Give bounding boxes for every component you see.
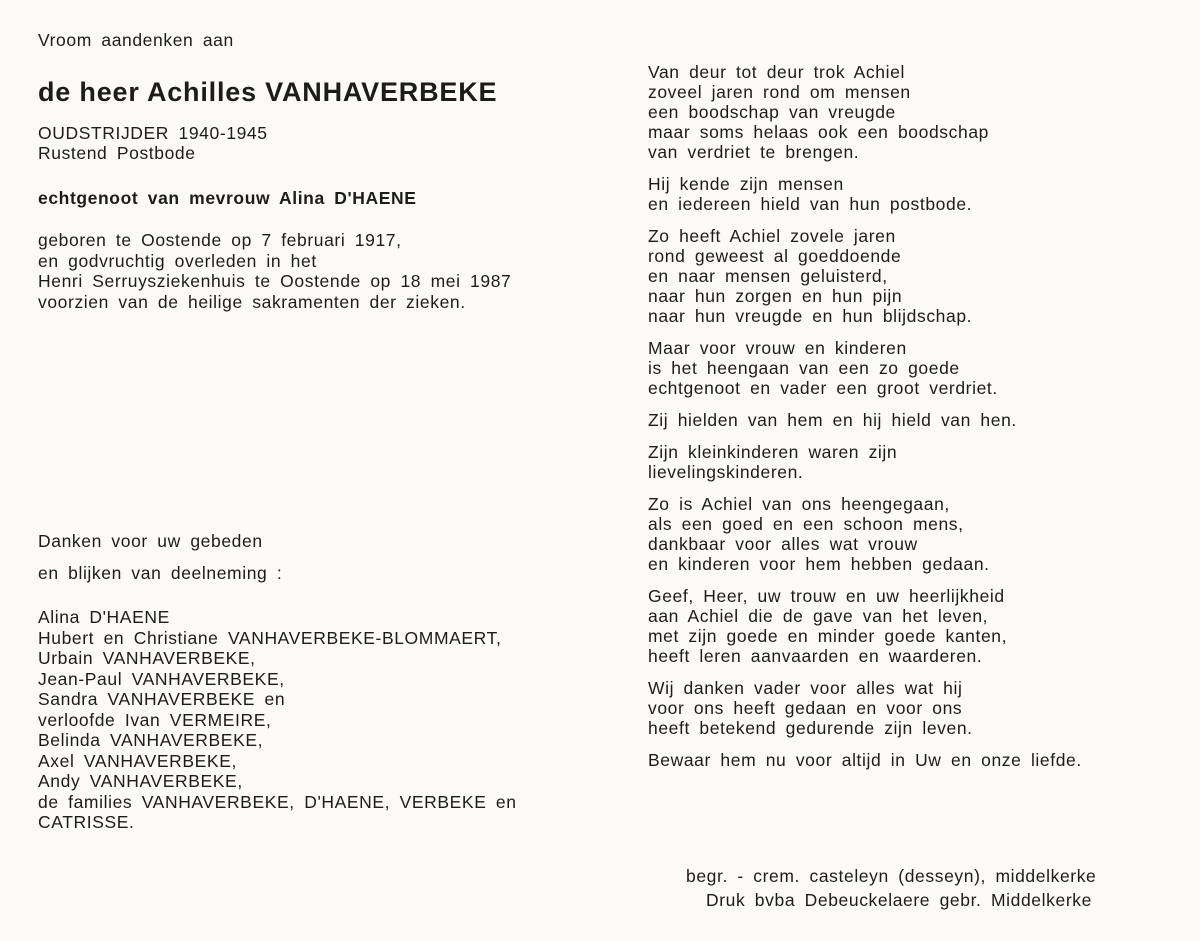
detail-line: Henri Serruysziekenhuis te Oostende op 18 mei 1987 bbox=[38, 271, 512, 291]
poem-stanza bbox=[648, 62, 1168, 162]
poem-line: van verdriet te brengen. bbox=[648, 142, 860, 162]
family-member: CATRISSE. bbox=[38, 812, 135, 832]
family-member: Alina D'HAENE bbox=[38, 607, 170, 627]
poem-line: en naar mensen geluisterd, bbox=[648, 266, 888, 286]
poem bbox=[648, 62, 1168, 782]
poem-line: Wij danken vader voor alles wat hij bbox=[648, 678, 963, 698]
poem-line: Maar voor vrouw en kinderen bbox=[648, 338, 907, 358]
family-member: Andy VANHAVERBEKE, bbox=[38, 771, 243, 791]
poem-line: heeft betekend gedurende zijn leven. bbox=[648, 718, 973, 738]
family-member: Jean-Paul VANHAVERBEKE, bbox=[38, 668, 285, 689]
printer-credits bbox=[686, 864, 1096, 912]
spouse-line: echtgenoot van mevrouw Alina D'HAENE bbox=[38, 187, 417, 208]
thanks-line: Danken voor uw gebeden bbox=[38, 531, 263, 551]
poem-line: Zo heeft Achiel zovele jaren bbox=[648, 226, 896, 246]
titles bbox=[38, 123, 598, 164]
family-member: Urbain VANHAVERBEKE, bbox=[38, 648, 256, 668]
poem-line: echtgenoot en vader een groot verdriet. bbox=[648, 378, 998, 398]
poem-line: Van deur tot deur trok Achiel bbox=[648, 62, 905, 82]
poem-stanza bbox=[648, 494, 1168, 574]
thanks-line: en blijken van deelneming : bbox=[38, 563, 283, 583]
poem-line: als een goed en een schoon mens, bbox=[648, 514, 964, 534]
poem-line: Hij kende zijn mensen bbox=[648, 174, 844, 194]
family-member: Axel VANHAVERBEKE, bbox=[38, 750, 237, 771]
poem-line: met zijn goede en minder goede kanten, bbox=[648, 626, 1008, 646]
poem-line: heeft leren aanvaarden en waarderen. bbox=[648, 646, 983, 666]
thanks-section bbox=[38, 531, 598, 833]
poem-stanza bbox=[648, 410, 1168, 430]
poem-stanza bbox=[648, 442, 1168, 482]
poem-line: aan Achiel die de gave van het leven, bbox=[648, 606, 989, 626]
poem-line: rond geweest al goeddoende bbox=[648, 246, 902, 266]
poem-line: Bewaar hem nu voor altijd in Uw en onze liefde. bbox=[648, 750, 1082, 770]
family-member: verloofde Ivan VERMEIRE, bbox=[38, 709, 272, 730]
left-column bbox=[38, 30, 598, 312]
poem-stanza bbox=[648, 750, 1168, 770]
poem-line: Zij hielden van hem en hij hield van hen. bbox=[648, 410, 1017, 430]
poem-stanza bbox=[648, 678, 1168, 738]
family-member: Sandra VANHAVERBEKE en bbox=[38, 689, 286, 709]
funeral-home-credit: begr. - crem. casteleyn (desseyn), middelkerke bbox=[686, 866, 1097, 886]
printer-credit: Druk bvba Debeuckelaere gebr. Middelkerke bbox=[706, 890, 1092, 910]
detail-line: en godvruchtig overleden in het bbox=[38, 250, 317, 271]
family-member: Belinda VANHAVERBEKE, bbox=[38, 730, 264, 750]
poem-line: naar hun zorgen en hun pijn bbox=[648, 286, 903, 306]
title-line: OUDSTRIJDER 1940-1945 bbox=[38, 122, 268, 143]
poem-stanza bbox=[648, 586, 1168, 666]
poem-line: dankbaar voor alles wat vrouw bbox=[648, 534, 918, 554]
poem-line: lievelingskinderen. bbox=[648, 462, 804, 482]
deceased-name: de heer Achilles VANHAVERBEKE bbox=[38, 76, 498, 107]
poem-stanza bbox=[648, 338, 1168, 398]
detail-line: voorzien van de heilige sakramenten der zieken. bbox=[38, 291, 466, 312]
poem-line: maar soms helaas ook een boodschap bbox=[648, 122, 990, 142]
poem-line: en iedereen hield van hun postbode. bbox=[648, 194, 973, 214]
poem-line: Geef, Heer, uw trouw en uw heerlijkheid bbox=[648, 586, 1005, 606]
family-list bbox=[38, 607, 598, 833]
family-member: de families VANHAVERBEKE, D'HAENE, VERBEKE en bbox=[38, 791, 517, 812]
title-line: Rustend Postbode bbox=[38, 143, 196, 163]
poem-line: is het heengaan van een zo goede bbox=[648, 358, 960, 378]
poem-stanza bbox=[648, 226, 1168, 326]
family-member: Hubert en Christiane VANHAVERBEKE-BLOMMAERT, bbox=[38, 627, 502, 648]
poem-stanza bbox=[648, 174, 1168, 214]
detail-line: geboren te Oostende op 7 februari 1917, bbox=[38, 230, 402, 250]
poem-line: Zo is Achiel van ons heengegaan, bbox=[648, 494, 950, 514]
intro-text: Vroom aandenken aan bbox=[38, 30, 234, 50]
birth-death-details bbox=[38, 230, 598, 312]
poem-line: en kinderen voor hem hebben gedaan. bbox=[648, 554, 990, 574]
poem-line: Zijn kleinkinderen waren zijn bbox=[648, 442, 898, 462]
poem-line: naar hun vreugde en hun blijdschap. bbox=[648, 306, 973, 326]
poem-line: voor ons heeft gedaan en voor ons bbox=[648, 698, 963, 718]
poem-line: een boodschap van vreugde bbox=[648, 102, 896, 122]
poem-line: zoveel jaren rond om mensen bbox=[648, 82, 911, 102]
